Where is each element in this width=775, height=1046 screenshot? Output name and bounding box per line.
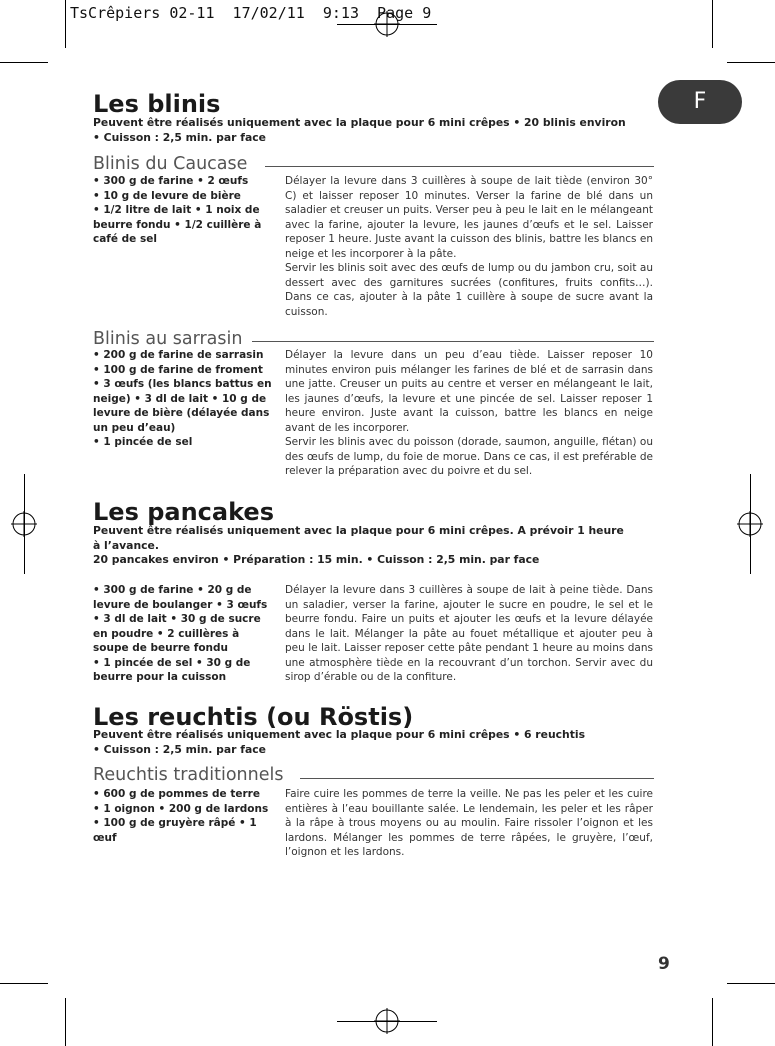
ingredient-line: • 200 g de farine de sarrasin bbox=[93, 349, 264, 361]
ingredients-sarrasin bbox=[93, 348, 273, 450]
ingredient-line: • 10 g de levure de bière bbox=[93, 189, 241, 202]
ingredients-pancakes bbox=[93, 583, 273, 685]
divider bbox=[265, 166, 654, 167]
crop-mark bbox=[65, 0, 66, 48]
crop-mark bbox=[712, 998, 713, 1046]
registration-mark-icon bbox=[374, 1008, 400, 1034]
intro-line: Peuvent être réalisés uniquement avec la plaque pour 6 mini crêpes. A prévoir 1 heure à l’avance. bbox=[93, 524, 624, 552]
subtitle-reuchtis-traditionnels: Reuchtis traditionnels bbox=[93, 765, 284, 785]
printer-slug: TsCrêpiers 02-11 17/02/11 9:13 Page 9 bbox=[70, 4, 432, 22]
instructions-caucase bbox=[285, 174, 653, 319]
ingredients-reuchtis bbox=[93, 787, 273, 845]
crop-mark bbox=[0, 983, 48, 984]
instruction-paragraph: Délayer la levure dans 3 cuillères à soupe de lait tiède (environ 30° C) et laisser reposer 10 minutes. Verser la farine de blé dans un saladier et creuser un puits. Verser peu à peu le lait en le mélangeant avec la farine, ajouter la levure, les jaunes d’œufs et le sel. Laisser reposer 1 heure. Juste avant la cuisson des blinis, battre les blancs en neige et les incorporer à la pâte. bbox=[285, 175, 653, 260]
crop-mark bbox=[0, 62, 48, 63]
ingredient-line: • 300 g de farine • 20 g de levure de boulanger • 3 œufs bbox=[93, 584, 268, 611]
instruction-paragraph: Servir les blinis soit avec des œufs de lump ou du jambon cru, soit au dessert avec des garnitures sucrées (confitures, fruits confits…). Dans ce cas, ajouter à la pâte 1 cuillère à soupe de sucre avant la cuisson. bbox=[285, 262, 653, 318]
ingredients-caucase bbox=[93, 174, 273, 247]
registration-mark-icon bbox=[737, 511, 763, 537]
instruction-paragraph: Faire cuire les pommes de terre la veille. Ne pas les peler et les cuire entières à l’eau bouillante salée. Le lendemain, les peler et les râper à la râpe à trous moyens ou au moulin. Faire rissoler l’oignon et les lardons. Mélanger les pommes de terre râpées, le gruyère, l’œuf, l’oignon et les lardons. bbox=[285, 788, 653, 858]
instructions-sarrasin bbox=[285, 348, 653, 479]
intro-line: Peuvent être réalisés uniquement avec la plaque pour 6 mini crêpes • 6 reuchtis bbox=[93, 728, 586, 741]
ingredient-line: • 1/2 litre de lait • 1 noix de beurre fondu • 1/2 cuillère à café de sel bbox=[93, 204, 262, 245]
instruction-paragraph: Délayer la levure dans 3 cuillères à soupe de lait à peine tiède. Dans un saladier, verser la farine, ajouter le sucre en poudre, le sel et le beurre fondu. Faire un puits et ajouter les œufs et la levure délayée dans le lait. Mélanger la pâte au fouet métallique et ajouter peu à peu le lait. Laisser reposer cette pâte pendant 1 heure au moins dans une atmosphère tiède en la recouvrant d’un torchon. Servir avec du sirop d’érable ou de la confiture. bbox=[285, 584, 653, 683]
registration-mark-icon bbox=[11, 511, 37, 537]
intro-line: 20 pancakes environ • Préparation : 15 min. • Cuisson : 2,5 min. par face bbox=[93, 553, 540, 566]
subtitle-blinis-sarrasin: Blinis au sarrasin bbox=[93, 329, 243, 349]
intro-line: • Cuisson : 2,5 min. par face bbox=[93, 130, 266, 144]
ingredient-line: • 1 oignon • 200 g de lardons • 100 g de gruyère râpé • 1 œuf bbox=[93, 802, 269, 844]
section-intro-blinis bbox=[93, 116, 633, 145]
ingredient-line: • 100 g de farine de froment bbox=[93, 363, 263, 376]
language-tab: F bbox=[658, 80, 742, 124]
crop-mark bbox=[727, 62, 775, 63]
crop-mark bbox=[712, 0, 713, 48]
ingredient-line: • 300 g de farine • 2 œufs bbox=[93, 175, 249, 187]
registration-mark-icon bbox=[374, 11, 400, 37]
divider bbox=[300, 778, 654, 779]
section-intro-pancakes bbox=[93, 524, 633, 568]
ingredient-line: • 1 pincée de sel bbox=[93, 436, 193, 448]
crop-mark bbox=[727, 983, 775, 984]
page-number: 9 bbox=[658, 954, 670, 974]
section-title-blinis: Les blinis bbox=[93, 90, 221, 118]
instruction-paragraph: Délayer la levure dans un peu d’eau tiède. Laisser reposer 10 minutes environ puis mélanger les farines de blé et de sarrasin dans une jatte. Creuser un puits au centre et verser en mélangeant le lait, les jaunes d’œufs, la levure et une pincée de sel. Laisser reposer 1 heure environ. Juste avant la cuisson, battre les blancs en neige avant de les incorporer. bbox=[285, 349, 653, 434]
intro-line: • Cuisson : 2,5 min. par face bbox=[93, 742, 266, 756]
section-intro-reuchtis bbox=[93, 728, 633, 757]
ingredient-line: • 3 dl de lait • 30 g de sucre en poudre • 2 cuillères à soupe de beurre fondu bbox=[93, 613, 261, 654]
instructions-reuchtis bbox=[285, 787, 653, 860]
section-title-pancakes: Les pancakes bbox=[93, 498, 274, 526]
intro-line: Peuvent être réalisés uniquement avec la plaque pour 6 mini crêpes • 20 blinis environ bbox=[93, 116, 626, 129]
instructions-pancakes bbox=[285, 583, 653, 685]
section-title-reuchtis: Les reuchtis (ou Röstis) bbox=[93, 703, 414, 731]
ingredient-line: • 3 œufs (les blancs battus en neige) • 3 dl de lait • 10 g de levure de bière (délayée dans un peu d’eau) bbox=[93, 378, 272, 434]
ingredient-line: • 1 pincée de sel • 30 g de beurre pour la cuisson bbox=[93, 656, 251, 683]
instruction-paragraph: Servir les blinis avec du poisson (dorade, saumon, anguille, flétan) ou des œufs de lump, du foie de morue. Dans ce cas, il est preférable de relever la préparation avec du poivre et du sel. bbox=[285, 436, 653, 477]
divider bbox=[252, 341, 654, 342]
subtitle-blinis-caucase: Blinis du Caucase bbox=[93, 154, 248, 174]
crop-mark bbox=[65, 998, 66, 1046]
ingredient-line: • 600 g de pommes de terre bbox=[93, 788, 260, 800]
